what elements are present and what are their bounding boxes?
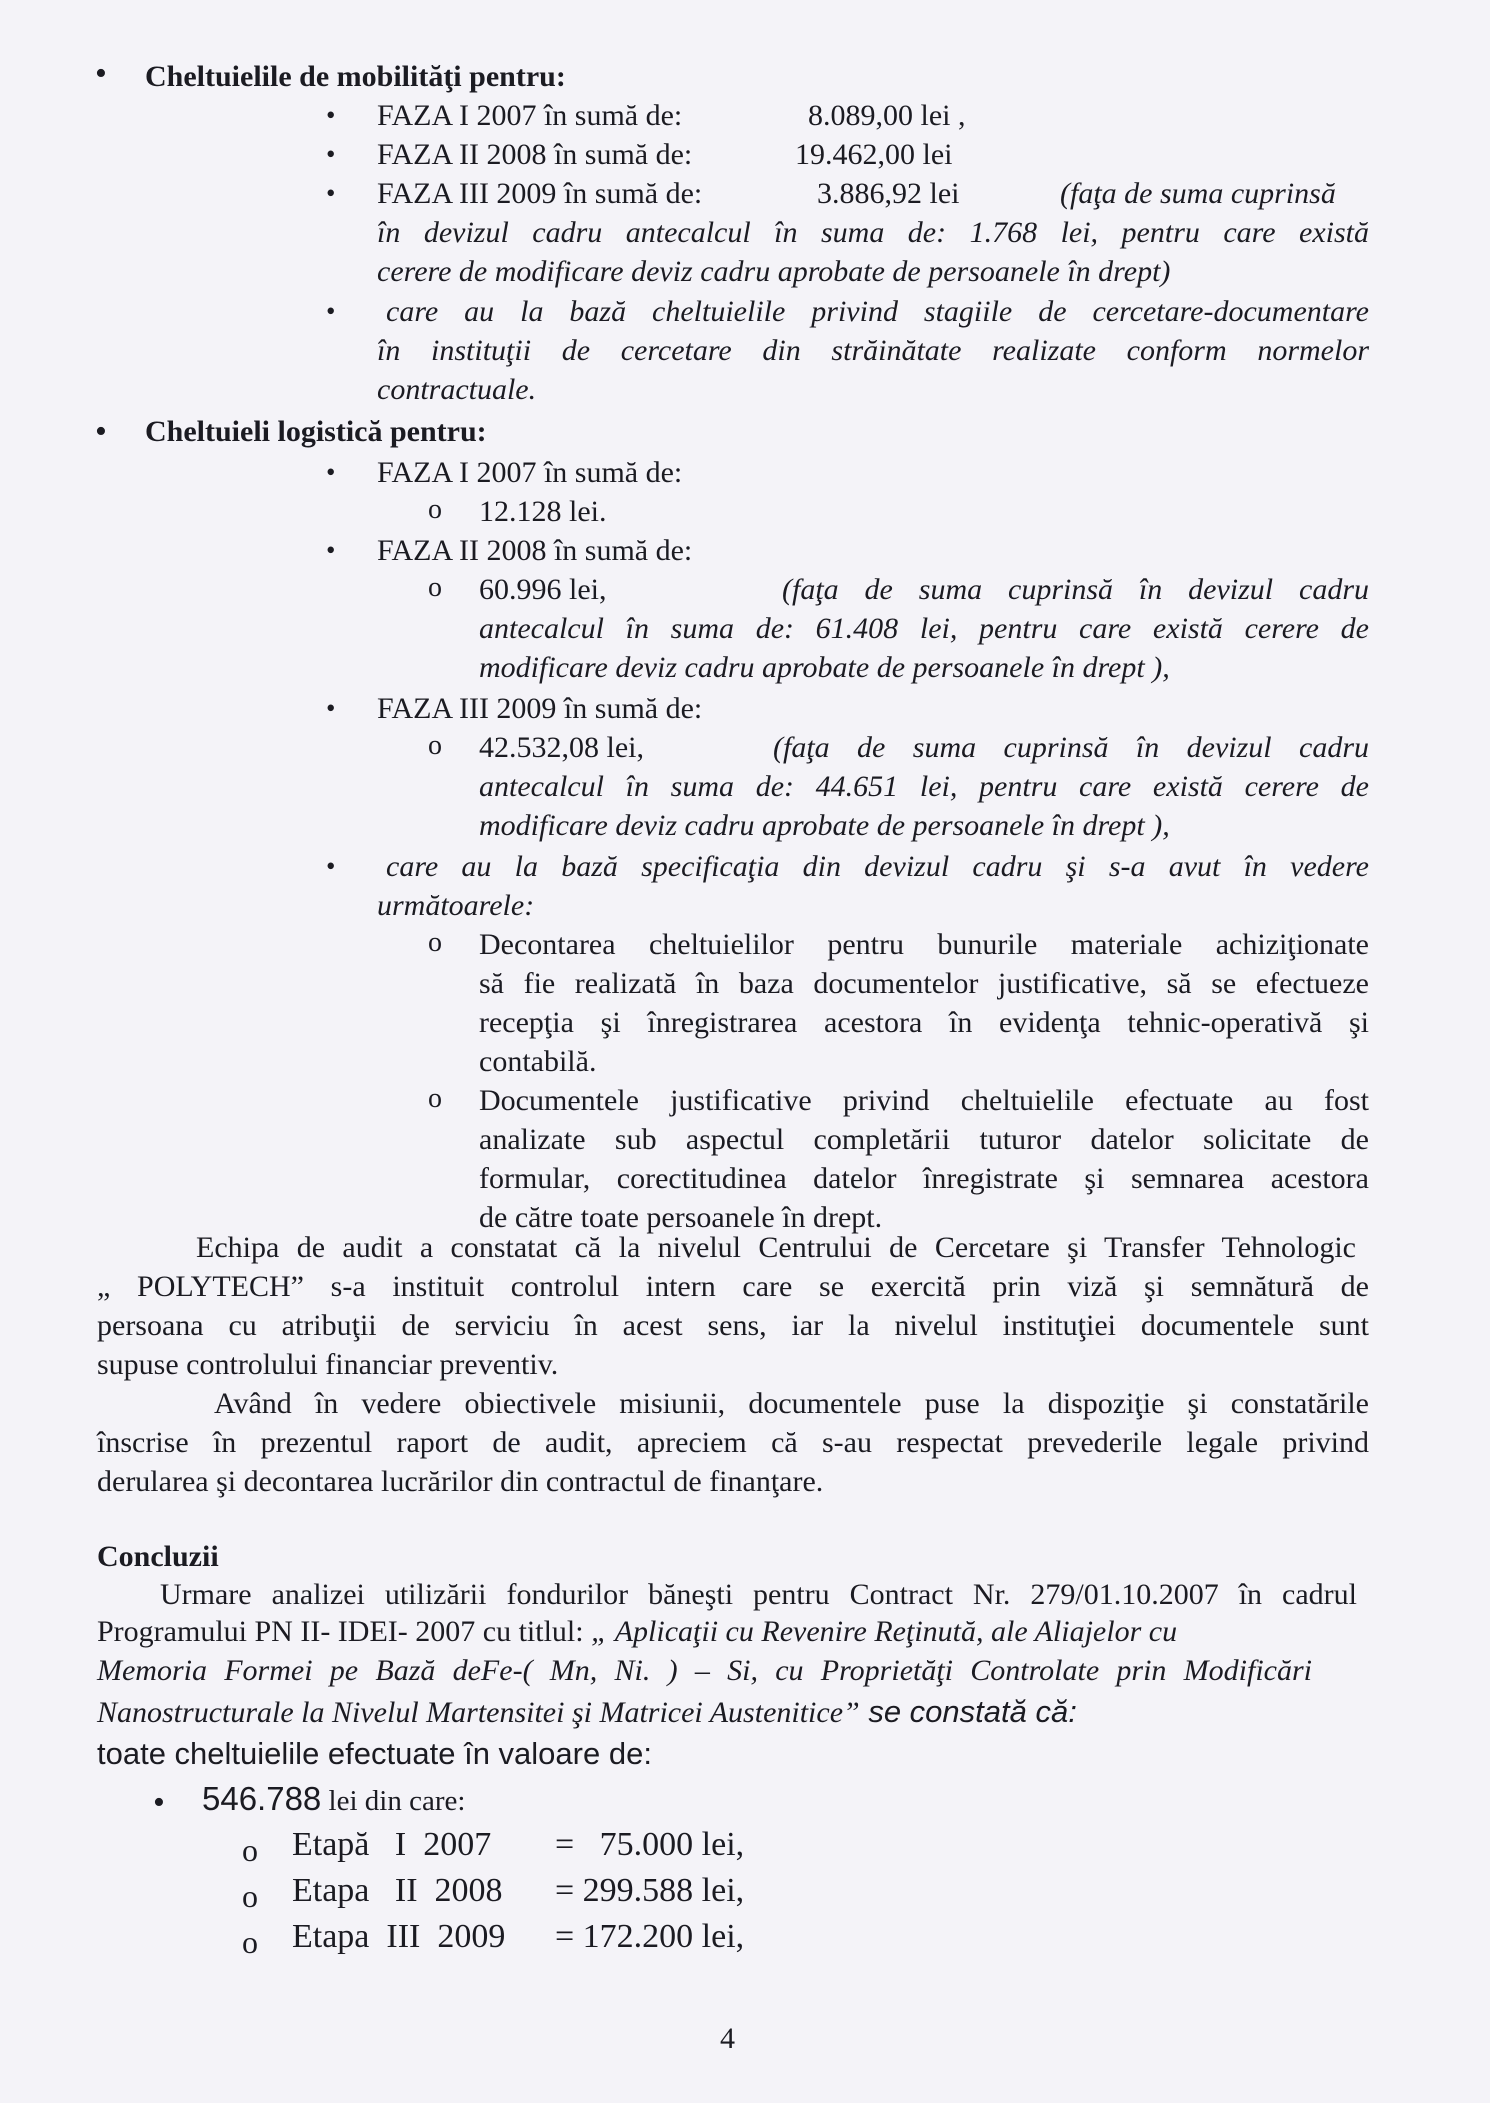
assessment-paragraph: derularea şi decontarea lucrărilor din contractul de finanţare. bbox=[97, 1465, 824, 1498]
mobility-faza1-amount: 8.089,00 lei , bbox=[808, 99, 966, 132]
conclusions-text: Urmare analizei utilizării fondurilor băneşti pentru Contract Nr. 279/01.10.2007 în cadrul bbox=[160, 1578, 1357, 1611]
conclusions-text: toate cheltuielile efectuate în valoare de: bbox=[97, 1736, 652, 1771]
conclusions-text bbox=[97, 1612, 1372, 1651]
conclusions-text-part: Programului PN II- IDEI- 2007 cu titlul: bbox=[97, 1615, 592, 1648]
circle-bullet: o bbox=[242, 1878, 258, 1914]
logistics-faza3-note: (faţa de suma cuprinsă în devizul cadru bbox=[773, 731, 1369, 764]
mobility-faza3-note: cerere de modificare deviz cadru aprobate de persoanele în drept) bbox=[377, 255, 1171, 288]
logistics-item1: să fie realizată în baza documentelor justificative, să se efectueze bbox=[479, 967, 1369, 1000]
conclusions-text bbox=[97, 1692, 1077, 1732]
assessment-paragraph: înscrise în prezentul raport de audit, apreciem că s-au respectat prevederile legale privind bbox=[97, 1426, 1369, 1459]
bullet: • bbox=[326, 296, 336, 326]
audit-paragraph: supuse controlului financiar preventiv. bbox=[97, 1348, 559, 1381]
bullet: • bbox=[326, 139, 336, 169]
logistics-item1: Decontarea cheltuielilor pentru bunurile materiale achiziţionate bbox=[479, 928, 1369, 961]
logistics-item1: contabilă. bbox=[479, 1045, 597, 1078]
mobility-faza3-amount: 3.886,92 lei bbox=[817, 177, 960, 210]
mobility-heading: Cheltuielile de mobilităţi pentru: bbox=[145, 60, 566, 93]
bullet: • bbox=[326, 178, 336, 208]
logistics-basis: următoarele: bbox=[377, 889, 535, 922]
circle-bullet: o bbox=[428, 927, 442, 958]
logistics-item2: de către toate persoanele în drept. bbox=[479, 1201, 883, 1234]
assessment-paragraph: Având în vedere obiectivele misiunii, documentele puse la dispoziţie şi constatările bbox=[214, 1387, 1369, 1420]
contract-title: Nanostructurale la Nivelul Martensitei şi Matricei Austenitice” bbox=[97, 1696, 860, 1729]
bullet: • bbox=[95, 413, 107, 450]
logistics-faza1-sub: 12.128 lei. bbox=[479, 495, 607, 528]
logistics-item1: recepţia şi înregistrarea acestora în evidenţa tehnic-operativă şi bbox=[479, 1006, 1369, 1039]
logistics-faza2-note: antecalcul în suma de: 61.408 lei, pentru care există cerere de bbox=[479, 612, 1369, 645]
circle-bullet: o bbox=[242, 1832, 258, 1868]
mobility-faza2-amount: 19.462,00 lei bbox=[795, 138, 953, 171]
circle-bullet: o bbox=[428, 494, 442, 525]
audit-paragraph: persoana cu atribuţii de serviciu în acest sens, iar la nivelul instituţiei documentele sunt bbox=[97, 1309, 1369, 1342]
etapa1-value: = 75.000 lei, bbox=[555, 1826, 745, 1863]
logistics-faza3-label: FAZA III 2009 în sumă de: bbox=[377, 692, 703, 725]
total-amount-suffix: lei din care: bbox=[321, 1785, 466, 1817]
total-amount-value: 546.788 bbox=[202, 1780, 322, 1817]
mobility-basis: contractuale. bbox=[377, 373, 537, 406]
mobility-basis: în instituţii de cercetare din străinătate realizate conform normelor bbox=[377, 334, 1369, 367]
mobility-basis: care au la bază cheltuielile privind stagiile de cercetare-documentare bbox=[386, 295, 1369, 328]
circle-bullet: o bbox=[242, 1924, 258, 1960]
mobility-faza2-label: FAZA II 2008 în sumă de: bbox=[377, 138, 693, 171]
mobility-faza3-label: FAZA III 2009 în sumă de: bbox=[377, 177, 703, 210]
etapa3-label: Etapa III 2009 bbox=[292, 1918, 506, 1955]
logistics-faza2-sub: 60.996 lei, bbox=[479, 573, 607, 606]
contract-title: Memoria Formei pe Bază deFe-( Mn, Ni. ) – Si, cu Proprietăţi Controlate prin Modificări bbox=[97, 1654, 1312, 1687]
bullet: • bbox=[95, 55, 107, 92]
bullet: • bbox=[326, 693, 336, 723]
bullet: • bbox=[326, 457, 336, 487]
etapa1-label: Etapă I 2007 bbox=[292, 1826, 492, 1863]
audit-paragraph: „ POLYTECH” s-a instituit controlul intern care se exercită prin viză şi semnătură de bbox=[97, 1270, 1369, 1303]
logistics-item2: analizate sub aspectul completării tuturor datelor solicitate de bbox=[479, 1123, 1369, 1156]
bullet: • bbox=[153, 1784, 165, 1821]
logistics-heading: Cheltuieli logistică pentru: bbox=[145, 415, 487, 448]
logistics-basis: care au la bază specificaţia din devizul cadru şi s-a avut în vedere bbox=[386, 850, 1369, 883]
logistics-item2: formular, corectitudinea datelor înregistrate şi semnarea acestora bbox=[479, 1162, 1369, 1195]
logistics-faza2-label: FAZA II 2008 în sumă de: bbox=[377, 534, 693, 567]
etapa3-value: = 172.200 lei, bbox=[555, 1918, 745, 1955]
logistics-faza2-note: (faţa de suma cuprinsă în devizul cadru bbox=[782, 573, 1369, 606]
etapa2-value: = 299.588 lei, bbox=[555, 1872, 745, 1909]
logistics-faza2-note: modificare deviz cadru aprobate de persoanele în drept ), bbox=[479, 651, 1170, 684]
logistics-item2: Documentele justificative privind cheltuielile efectuate au fost bbox=[479, 1084, 1369, 1117]
bullet: • bbox=[326, 851, 336, 881]
mobility-faza1-label: FAZA I 2007 în sumă de: bbox=[377, 99, 683, 132]
bullet: • bbox=[326, 100, 336, 130]
logistics-faza3-note: modificare deviz cadru aprobate de persoanele în drept ), bbox=[479, 809, 1170, 842]
logistics-faza3-note: antecalcul în suma de: 44.651 lei, pentru care există cerere de bbox=[479, 770, 1369, 803]
conclusion-phrase: se constată că: bbox=[859, 1694, 1077, 1729]
circle-bullet: o bbox=[428, 730, 442, 761]
total-amount bbox=[202, 1780, 465, 1818]
audit-paragraph: Echipa de audit a constatat că la nivelul Centrului de Cercetare şi Transfer Tehnologic bbox=[196, 1231, 1356, 1264]
mobility-faza3-note: în devizul cadru antecalcul în suma de: 1.768 lei, pentru care există bbox=[377, 216, 1369, 249]
page-number: 4 bbox=[720, 2022, 735, 2055]
logistics-faza3-sub: 42.532,08 lei, bbox=[479, 731, 644, 764]
logistics-faza1-label: FAZA I 2007 în sumă de: bbox=[377, 456, 683, 489]
bullet: • bbox=[326, 535, 336, 565]
etapa2-label: Etapa II 2008 bbox=[292, 1872, 503, 1909]
conclusions-heading: Concluzii bbox=[97, 1540, 219, 1573]
mobility-faza3-note: (faţa de suma cuprinsă bbox=[1060, 177, 1336, 210]
contract-title: „ Aplicaţii cu Revenire Reţinută, ale Aliajelor cu bbox=[591, 1615, 1178, 1648]
circle-bullet: o bbox=[428, 1083, 442, 1114]
circle-bullet: o bbox=[428, 572, 442, 603]
